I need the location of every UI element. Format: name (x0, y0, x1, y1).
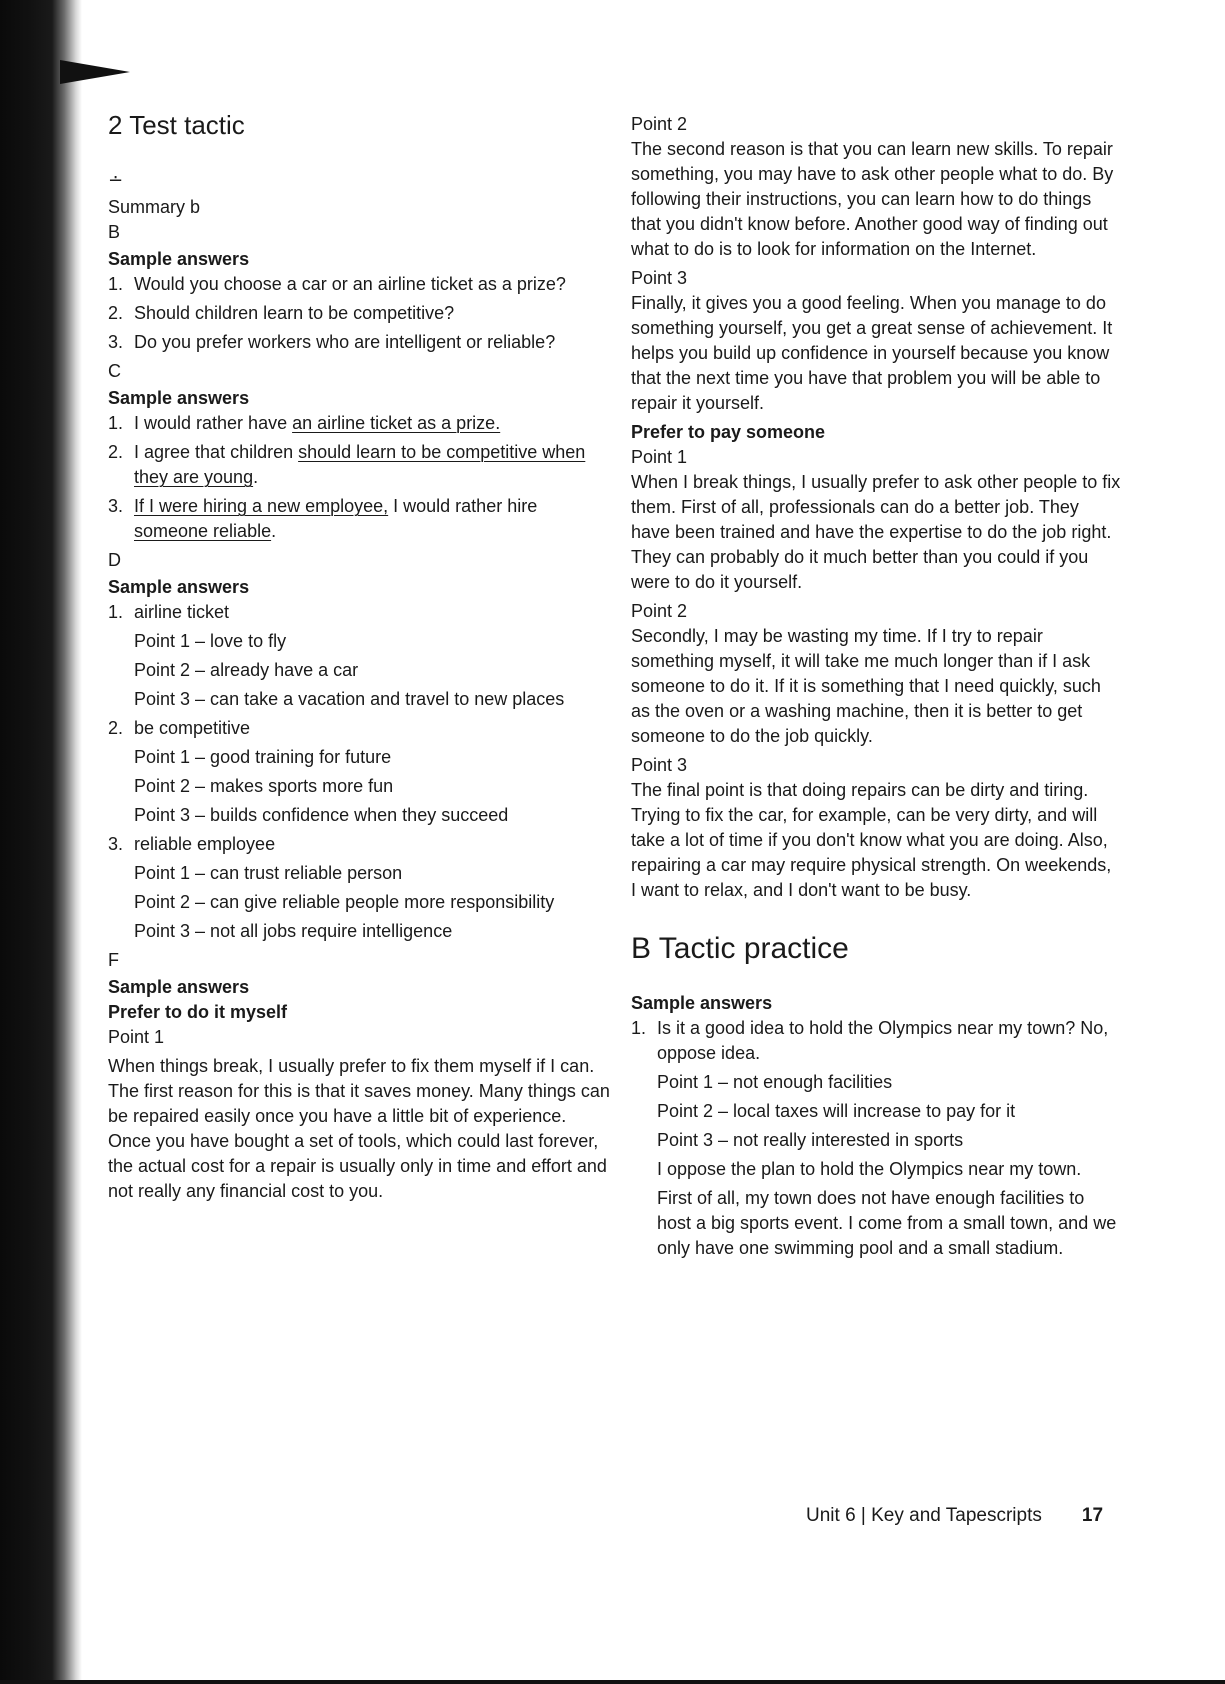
list-item: 3. If I were hiring a new employee, I would rather hire someone reliable. (108, 496, 538, 541)
section-b-title: Sample answers (108, 249, 250, 269)
bottom-edge (0, 1680, 1225, 1684)
underlined-phrase: If I were hiring a new employee, (134, 496, 389, 516)
binding-shadow (0, 0, 82, 1684)
point-line: Point 3 – can take a vacation and travel to new places (134, 689, 565, 709)
footer-text: Unit 6 | Key and Tapescripts (806, 1505, 1042, 1526)
list-item: 2. Should children learn to be competitive? (108, 303, 455, 323)
list-item: 2. be competitive Point 1 – good training for future Point 2 – makes sports more fun Point 3 – builds confidence when they succeed (108, 716, 613, 828)
point-line: Point 3 – builds confidence when they succeed (134, 805, 509, 825)
section-c-letter: C (108, 361, 121, 381)
paragraph: The second reason is that you can learn new skills. To repair something, you may have to ask other people what to do. By following their instructions, you can learn how to do things that you didn't know before. Another good way of finding out what to do is to look for information on the Internet. (631, 139, 1114, 259)
list-item: 1. Is it a good idea to hold the Olympics near my town? No, oppose idea. Point 1 – not enough facilities Point 2 – local taxes will increase to pay for it Point 3 – not really interested in sports I oppose the plan to hold the Olympics near my town. First of all, my town does not have enough facilities to host a big sports event. I come from a small town, and we only have one swimming pool and a small stadium. (631, 1016, 1121, 1261)
point-label: Point 2 (631, 601, 688, 621)
section-a-text: Summary b (108, 197, 201, 217)
point-line: Point 3 – not really interested in sports (657, 1130, 964, 1150)
section-f-subtitle: Prefer to do it myself (108, 1002, 288, 1022)
point-line: Point 1 – can trust reliable person (134, 863, 403, 883)
section-f-paragraph: When things break, I usually prefer to fix them myself if I can. The first reason for this is that it saves money. Many things can be repaired easily once you have a little bit of experience. Once you have bought a set of tools, which could last forever, the actual cost for a repair is usually only in time and effort and not really any financial cost to you. (108, 1056, 610, 1201)
point-line: Point 1 – not enough facilities (657, 1072, 893, 1092)
point-line: Point 1 – good training for future (134, 747, 392, 767)
list-item: 3. Do you prefer workers who are intelligent or reliable? (108, 332, 556, 352)
underlined-phrase: should learn to be competitive when they are young (134, 442, 586, 487)
section-c-list (108, 411, 613, 544)
paragraph: The final point is that doing repairs can be dirty and tiring. Trying to fix the car, for example, can be very dirty, and will take a lot of time if you don't know what you are doing. Also, repairing a car may require physical strength. On weekends, I want to relax, and I don't want to be busy. (631, 780, 1112, 900)
point-label: Point 1 (631, 447, 688, 467)
point-line: Point 2 – makes sports more fun (134, 776, 394, 796)
paragraph: Secondly, I may be wasting my time. If I try to repair something myself, it will take me much longer than if I ask someone to do it. If it is something that I need quickly, such as the oven or a washing machine, then it is better to get someone to do the job quickly. (631, 626, 1101, 746)
binding-notch (60, 60, 130, 84)
underlined-phrase: an airline ticket as a prize. (292, 413, 501, 433)
list-item: 1. I would rather have an airline ticket as a prize. (108, 413, 501, 433)
section-b-list (108, 272, 613, 355)
section-heading-tactic-practice: B Tactic practice (631, 932, 849, 965)
section-c-title: Sample answers (108, 388, 250, 408)
list-item: 1. Would you choose a car or an airline ticket as a prize? (108, 274, 566, 294)
point-line: Point 1 – love to fly (134, 631, 287, 651)
point-line: Point 2 – already have a car (134, 660, 359, 680)
point-label: Point 3 (631, 268, 688, 288)
point-label: Point 3 (631, 755, 688, 775)
pay-someone-title: Prefer to pay someone (631, 422, 826, 442)
list-item: 2. I agree that children should learn to be competitive when they are young. (108, 442, 586, 487)
section-d-title: Sample answers (108, 577, 250, 597)
section-d-letter: D (108, 550, 121, 570)
section-d-list (108, 600, 613, 944)
tactic-practice-title: Sample answers (631, 993, 773, 1013)
tactic-practice-list (631, 1016, 1121, 1261)
paragraph: Finally, it gives you a good feeling. When you manage to do something yourself, you get a great sense of achievement. It helps you build up confidence in yourself because you know that the next time you have that problem you will be able to repair it yourself. (631, 293, 1113, 413)
list-item: 1. airline ticket Point 1 – love to fly Point 2 – already have a car Point 3 – can take a vacation and travel to new places (108, 600, 613, 712)
section-a-letter: ∸ (108, 170, 124, 190)
point-line: Point 3 – not all jobs require intelligence (134, 921, 453, 941)
section-b-letter: B (108, 222, 121, 242)
section-f-letter: F (108, 950, 119, 970)
point-line: Point 2 – local taxes will increase to pay for it (657, 1101, 1016, 1121)
section-f-point-label: Point 1 (108, 1027, 165, 1047)
paragraph: When I break things, I usually prefer to ask other people to fix them. First of all, professionals can do a better job. They have been trained and have the expertise to do the job right. They can probably do it much better than you could if you were to do it yourself. (631, 472, 1121, 592)
section-f-title: Sample answers (108, 977, 250, 997)
page-footer (806, 1505, 1103, 1527)
point-line: Point 2 – can give reliable people more responsibility (134, 892, 555, 912)
sentence: First of all, my town does not have enough facilities to host a big sports event. I come from a small town, and we only have one swimming pool and a small stadium. (657, 1188, 1117, 1258)
section-heading-test-tactic: 2 Test tactic (108, 110, 245, 140)
list-item: 3. reliable employee Point 1 – can trust reliable person Point 2 – can give reliable people more responsibility Point 3 – not all jobs require intelligence (108, 832, 613, 944)
right-column (631, 112, 1121, 1265)
left-column (108, 108, 613, 1206)
page-number: 17 (1081, 1505, 1104, 1526)
sentence: I oppose the plan to hold the Olympics near my town. (657, 1159, 1082, 1179)
point-label: Point 2 (631, 114, 688, 134)
underlined-phrase: someone reliable (134, 521, 272, 541)
